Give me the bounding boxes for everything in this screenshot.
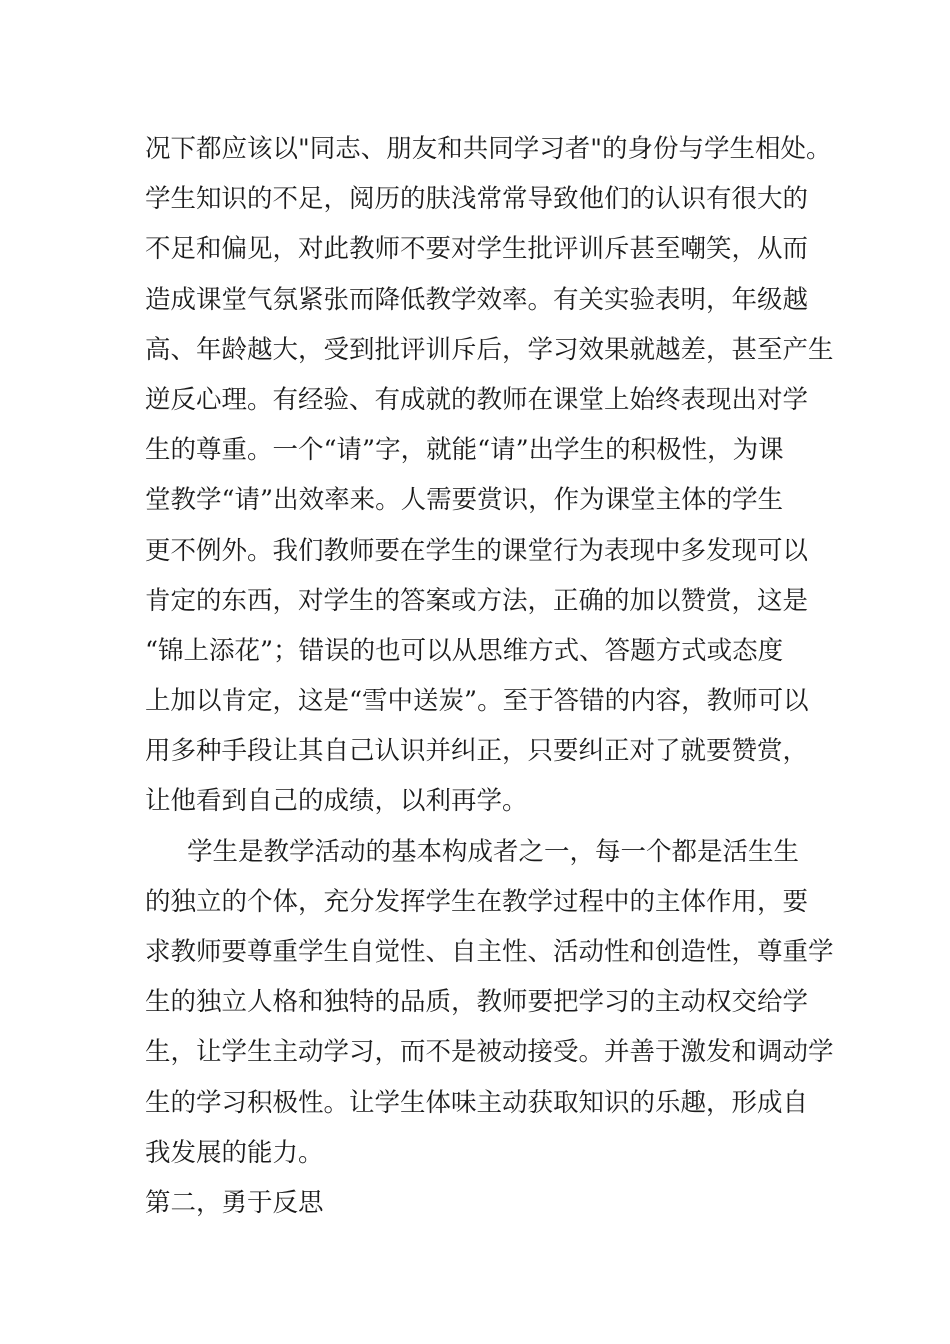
text-line: 我发展的能力。 [145,1137,324,1168]
text-line: 让他看到自己的成绩，以利再学。 [145,786,528,817]
text-line: 生，让学生主动学习，而不是被动接受。并善于激发和调动学 [145,1037,834,1068]
body-text [145,124,834,1228]
text-line: 求教师要尊重学生自觉性、自主性、活动性和创造性，尊重学 [145,937,834,967]
text-line: 生的学习积极性。让学生体味主动获取知识的乐趣，形成自 [145,1087,809,1118]
text-line: 用多种手段让其自己认识并纠正，只要纠正对了就要赞赏， [145,736,809,767]
text-line: 况下都应该以"同志、朋友和共同学习者"的身份与学生相处。 [145,134,832,164]
text-line: 逆反心理。有经验、有成就的教师在课堂上始终表现出对学 [145,384,809,415]
text-line: “锦上添花”；错误的也可以从思维方式、答题方式或态度 [145,635,784,666]
text-line: 肯定的东西，对学生的答案或方法，正确的加以赞赏，这是 [145,585,809,616]
text-line: 造成课堂气氛紧张而降低教学效率。有关实验表明，年级越 [145,284,809,315]
text-line: 不足和偏见，对此教师不要对学生批评训斥甚至嘲笑，从而 [145,234,809,265]
section-heading: 第二，勇于反思 [145,1187,324,1218]
text-line: 的独立的个体，充分发挥学生在教学过程中的主体作用，要 [145,886,809,917]
text-line: 生的尊重。一个“请”字，就能“请”出学生的积极性，为课 [145,435,784,466]
text-line: 上加以肯定，这是“雪中送炭”。至于答错的内容，教师可以 [145,686,809,717]
text-line: 堂教学“请”出效率来。人需要赏识，作为课堂主体的学生 [145,485,784,516]
text-line: 生的独立人格和独特的品质，教师要把学习的主动权交给学 [145,987,809,1018]
text-line: 学生知识的不足，阅历的肤浅常常导致他们的认识有很大的 [145,184,809,215]
text-line: 更不例外。我们教师要在学生的课堂行为表现中多发现可以 [145,535,809,566]
text-line: 高、年龄越大，受到批评训斥后，学习效果就越差，甚至产生 [145,334,834,365]
text-line: 学生是教学活动的基本构成者之一，每一个都是活生生 [187,836,800,867]
